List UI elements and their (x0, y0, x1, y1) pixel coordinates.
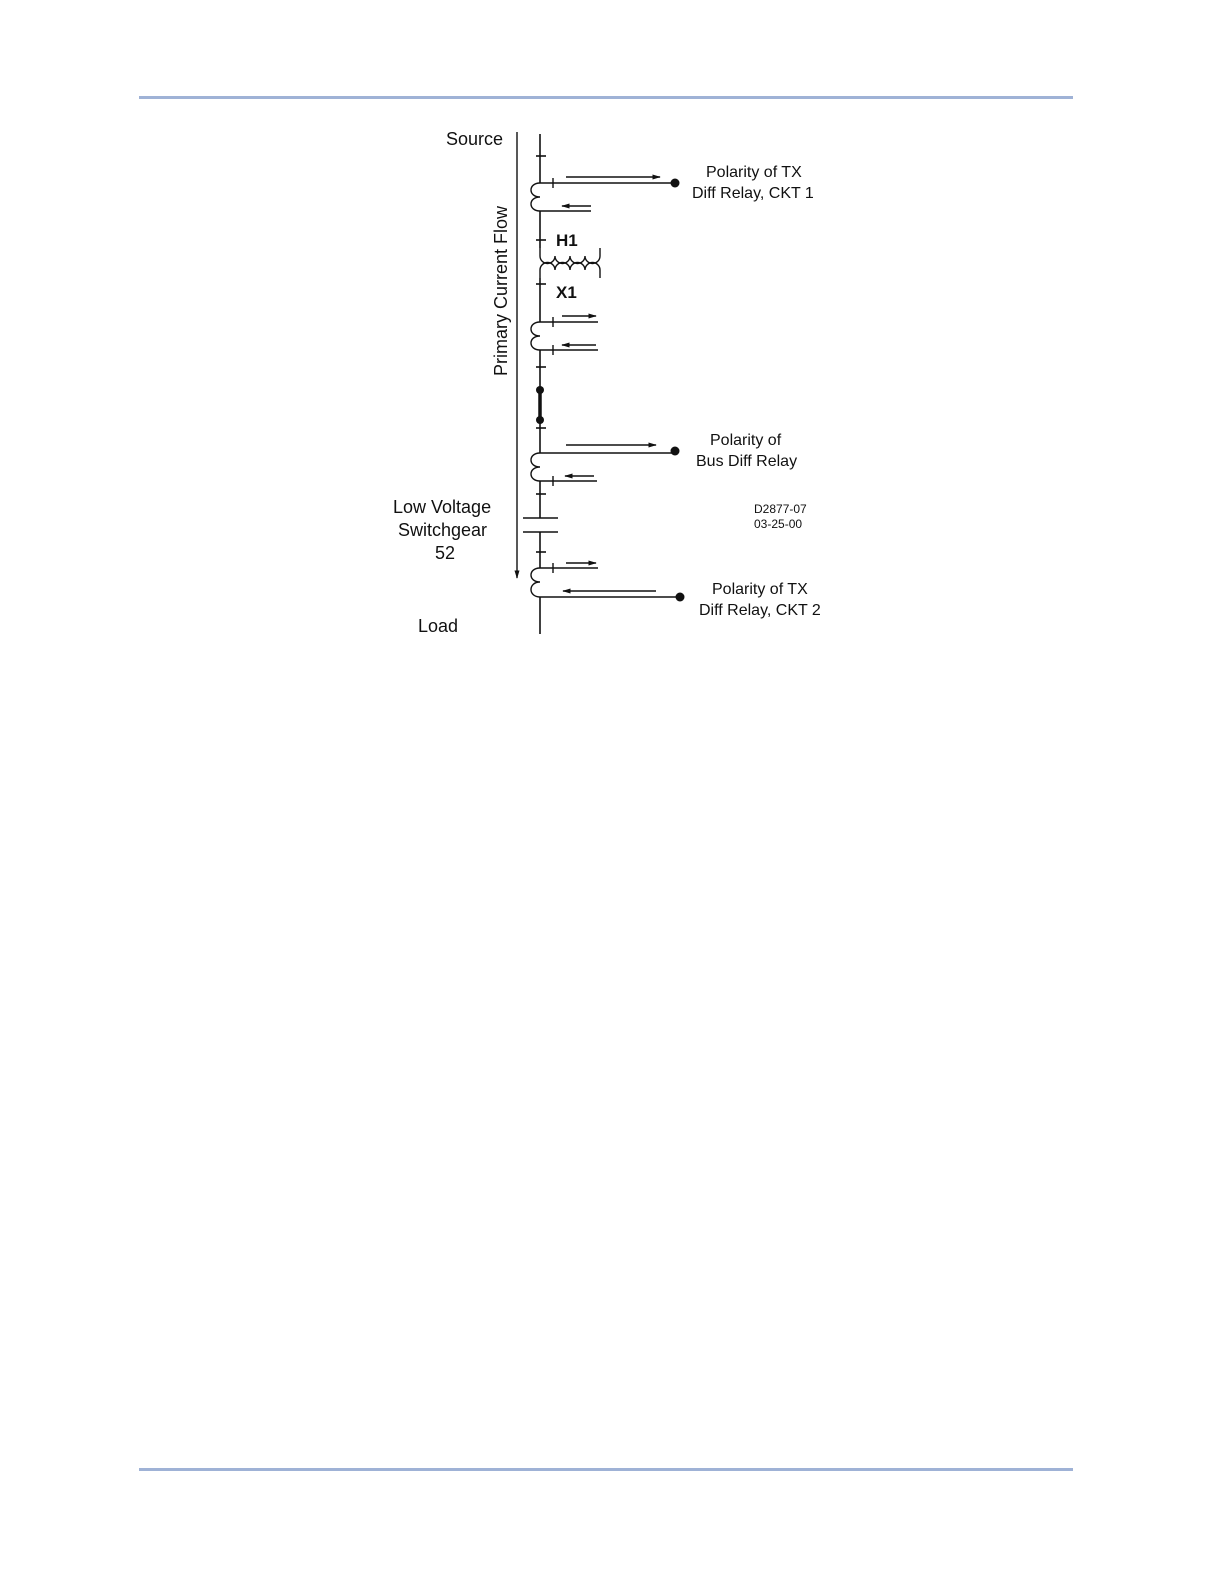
transformer-h-winding (540, 248, 600, 264)
ct1-symbol (531, 177, 675, 211)
breaker-label-line2: Switchgear (398, 520, 488, 540)
bus-polarity-label-line1: Polarity of (710, 432, 782, 449)
load-label: Load (418, 616, 459, 636)
disconnect-link (536, 386, 544, 424)
ct1-polarity-dot (671, 179, 680, 188)
ct1-polarity-label-line1: Polarity of TX (706, 164, 802, 181)
drawing-number: D2877-07 (754, 502, 807, 516)
breaker-label-line1: Low Voltage (393, 497, 492, 517)
ct2-polarity-label-line1: Polarity of TX (712, 581, 808, 598)
ct1-polarity-label-line2: Diff Relay, CKT 1 (692, 185, 814, 202)
winding-h-label: H1 (556, 231, 578, 250)
ct2-symbol (531, 563, 680, 597)
main-conductor (536, 134, 546, 634)
ct-secondary-symbol (531, 316, 598, 355)
breaker-label-line3: 52 (435, 543, 456, 563)
bus-ct-symbol (531, 445, 675, 486)
drawing-date: 03-25-00 (754, 517, 803, 531)
breaker-symbol (523, 518, 558, 532)
source-label: Source (446, 129, 504, 149)
bus-polarity-dot (671, 447, 680, 456)
transformer-x-winding (540, 263, 600, 279)
winding-x-label: X1 (556, 283, 577, 302)
bus-polarity-label-line2: Bus Diff Relay (696, 453, 798, 470)
ct2-polarity-dot (676, 593, 685, 602)
flow-label: Primary Current Flow (491, 205, 511, 376)
ct2-polarity-label-line2: Diff Relay, CKT 2 (699, 602, 821, 619)
